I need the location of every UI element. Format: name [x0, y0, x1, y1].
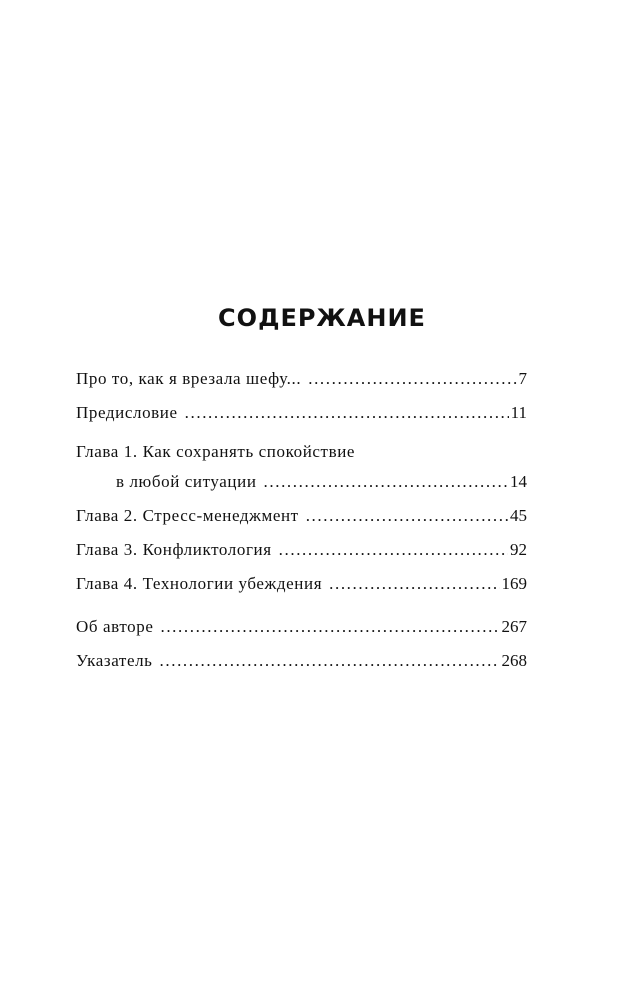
toc-entry-page: 11: [510, 403, 527, 422]
toc-entry-label-continued: в любой ситуации: [116, 472, 257, 491]
leader-dots: [329, 567, 499, 601]
toc-entry-label: Глава 1. Как сохранять спокойствие: [76, 442, 356, 461]
leader-dots: [279, 533, 508, 567]
leader-dots: [185, 396, 509, 430]
leader-dots: [160, 644, 500, 678]
page-title: СОДЕРЖАНИЕ: [218, 304, 426, 332]
toc-entry-label: Предисловие: [76, 403, 178, 422]
leader-dots: [306, 499, 508, 533]
toc-entry-chapter-4[interactable]: [76, 567, 527, 601]
toc-entry-chapter-2[interactable]: [76, 499, 527, 533]
toc-entry-index[interactable]: [76, 644, 527, 678]
toc-entry-label: Об авторе: [76, 617, 154, 636]
leader-dots: [264, 465, 508, 499]
toc-entry-label: Глава 4. Технологии убеждения: [76, 574, 323, 593]
toc-entry-page: 14: [510, 472, 527, 491]
toc-entry-page: 7: [518, 369, 527, 388]
toc-entry-label: Про то, как я врезала шефу...: [76, 369, 302, 388]
toc-entry-intro[interactable]: [76, 362, 527, 396]
toc-entry-page: 169: [501, 574, 527, 593]
table-of-contents: [76, 362, 527, 678]
toc-entry-preface[interactable]: [76, 396, 527, 430]
toc-entry-about-author[interactable]: [76, 610, 527, 644]
toc-entry-label: Глава 3. Конфликтология: [76, 540, 272, 559]
toc-entry-label: Указатель: [76, 651, 153, 670]
toc-entry-page: 45: [510, 506, 527, 525]
toc-entry-chapter-3[interactable]: [76, 533, 527, 567]
toc-entry-page: 268: [501, 651, 527, 670]
toc-entry-page: 92: [510, 540, 527, 559]
toc-entry-page: 267: [501, 617, 527, 636]
toc-entry-chapter-1[interactable]: [76, 439, 527, 499]
leader-dots: [160, 610, 499, 644]
leader-dots: [308, 362, 516, 396]
toc-entry-label: Глава 2. Стресс-менеджмент: [76, 506, 299, 525]
